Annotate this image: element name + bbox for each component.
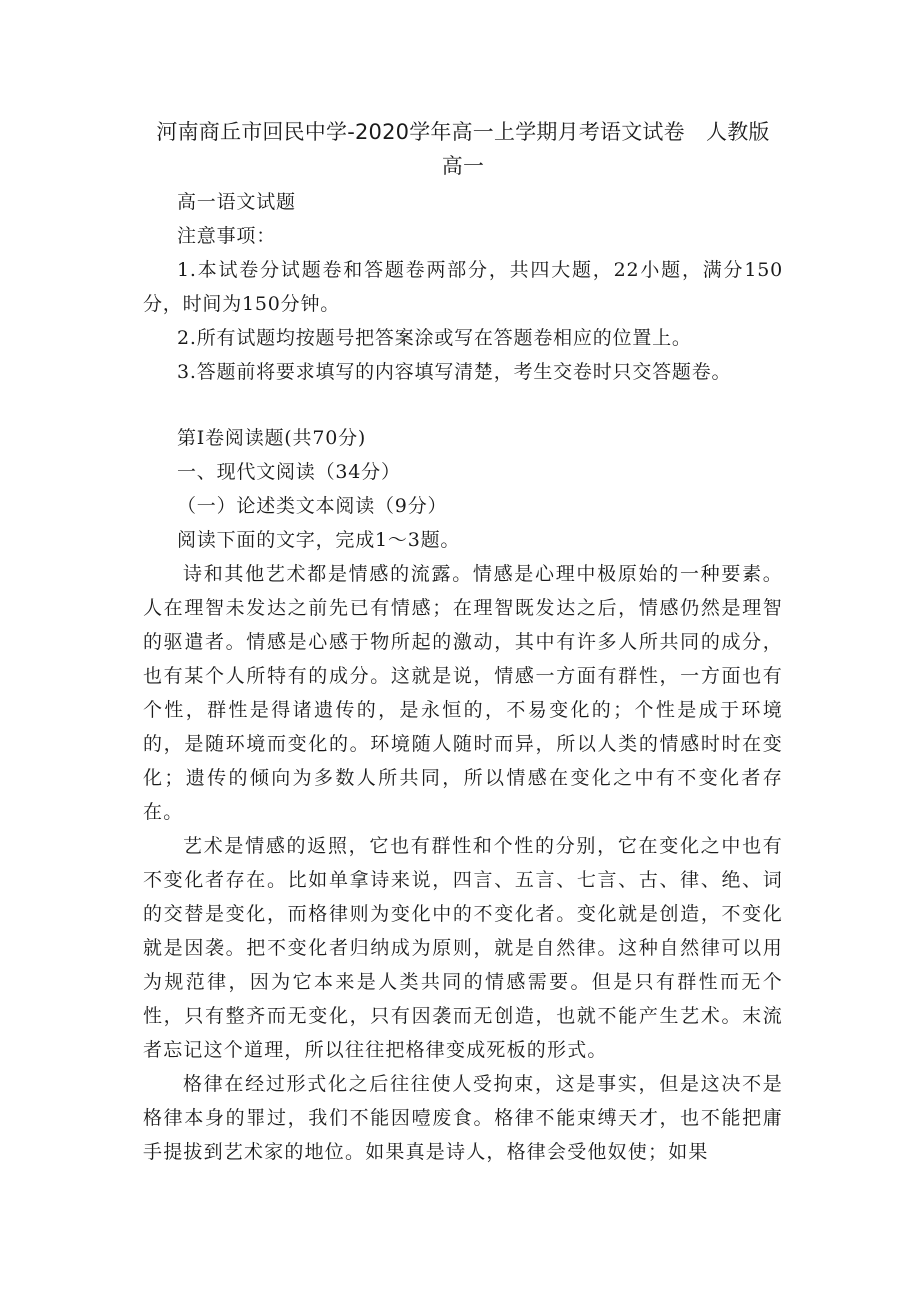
notice-item-3: 3.答题前将要求填写的内容填写清楚，考生交卷时只交答题卷。 bbox=[177, 361, 732, 383]
exam-subtitle: 高一语文试题 bbox=[177, 191, 296, 213]
notice-item-1: 1.本试卷分试题卷和答题卷两部分，共四大题，22小题，满分150分，时间为150分钟。 bbox=[143, 259, 783, 315]
passage-paragraph-3: 格律在经过形式化之后往往使人受拘束，这是事实，但是这决不是格律本身的罪过，我们不能因噎废食。格律不能束缚天才，也不能把庸手提拔到艺术家的地位。如果真是诗人，格律会受他奴使；如果 bbox=[143, 1073, 783, 1163]
section-heading: 第Ⅰ卷阅读题(共70分) bbox=[177, 427, 367, 449]
reading-instruction: 阅读下面的文字，完成1～3题。 bbox=[177, 529, 461, 551]
document-page bbox=[143, 115, 783, 1169]
notice-item-2: 2.所有试题均按题号把答案涂或写在答题卷相应的位置上。 bbox=[177, 327, 692, 349]
passage-paragraph-2: 艺术是情感的返照，它也有群性和个性的分别，它在变化之中也有不变化者存在。比如单拿诗来说，四言、五言、七言、古、律、绝、词的交替是变化，而格律则为变化中的不变化者。变化就是创造，不变化就是因袭。把不变化者归纳成为原则，就是自然律。这种自然律可以用为规范律，因为它本来是人类共同的情感需要。但是只有群性而无个性，只有整齐而无变化，只有因袭而无创造，也就不能产生艺术。末流者忘记这个道理，所以往往把格律变成死板的形式。 bbox=[143, 835, 783, 1061]
document-title: 河南商丘市回民中学-2020学年高一上学期月考语文试卷 人教版高一 bbox=[156, 120, 770, 178]
passage bbox=[143, 557, 783, 1169]
part-heading: 一、现代文阅读（34分） bbox=[177, 461, 401, 483]
sub-heading: （一）论述类文本阅读（9分） bbox=[177, 495, 448, 517]
notice-heading: 注意事项： bbox=[177, 225, 277, 247]
spacer bbox=[143, 389, 783, 421]
passage-paragraph-1: 诗和其他艺术都是情感的流露。情感是心理中极原始的一种要素。人在理智未发达之前先已有情感；在理智既发达之后，情感仍然是理智的驱遣者。情感是心感于物所起的激动，其中有许多人所共同的成分，也有某个人所特有的成分。这就是说，情感一方面有群性，一方面也有个性，群性是得诸遗传的，是永恒的，不易变化的；个性是成于环境的，是随环境而变化的。环境随人随时而异，所以人类的情感时时在变化；遗传的倾向为多数人所共同，所以情感在变化之中有不变化者存在。 bbox=[143, 563, 783, 823]
